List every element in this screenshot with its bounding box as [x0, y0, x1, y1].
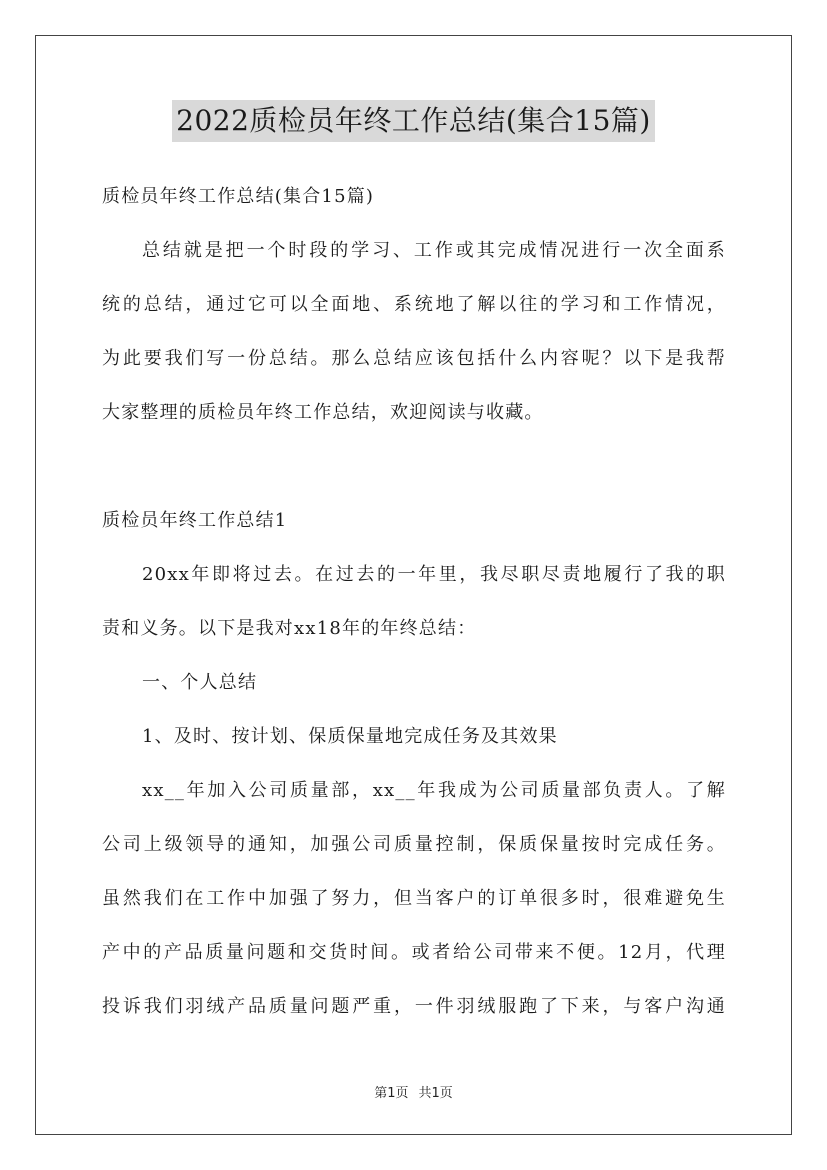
heading-task-completion: 1、及时、按计划、保质保量地完成任务及其效果: [142, 726, 558, 747]
para2-line: 产中的产品质量问题和交货时间。或者给公司带来不便。12月，代理: [102, 942, 726, 963]
para2-line: 投诉我们羽绒产品质量问题严重，一件羽绒服跑了下来，与客户沟通: [102, 996, 726, 1017]
section-title: 质检员年终工作总结1: [102, 510, 288, 531]
document-body: [102, 170, 726, 1034]
page-footer: [0, 1082, 827, 1101]
para2-line: 虽然我们在工作中加强了努力，但当客户的订单很多时，很难避免生: [102, 888, 726, 909]
para1-line: 20xx年即将过去。在过去的一年里，我尽职尽责地履行了我的职: [142, 564, 726, 585]
intro-line: 大家整理的质检员年终工作总结，欢迎阅读与收藏。: [102, 402, 544, 423]
page-number-current: 第1页: [374, 1086, 409, 1101]
paragraph-spacer: [102, 440, 726, 494]
document-subtitle: 质检员年终工作总结(集合15篇): [102, 186, 375, 207]
intro-line: 为此要我们写一份总结。那么总结应该包括什么内容呢？以下是我帮: [102, 348, 726, 369]
page-number-total: 共1页: [418, 1086, 453, 1101]
intro-line: 统的总结，通过它可以全面地、系统地了解以往的学习和工作情况，: [102, 294, 726, 315]
heading-personal-summary: 一、个人总结: [142, 672, 258, 693]
para2-line: 公司上级领导的通知，加强公司质量控制，保质保量按时完成任务。: [102, 834, 726, 855]
intro-line: 总结就是把一个时段的学习、工作或其完成情况进行一次全面系: [142, 240, 726, 261]
para2-line: xx__年加入公司质量部，xx__年我成为公司质量部负责人。了解: [142, 780, 726, 801]
document-title: 2022质检员年终工作总结(集合15篇): [172, 100, 655, 142]
para1-line: 责和义务。以下是我对xx18年的年终总结：: [102, 618, 477, 639]
title-wrap: [0, 100, 827, 142]
